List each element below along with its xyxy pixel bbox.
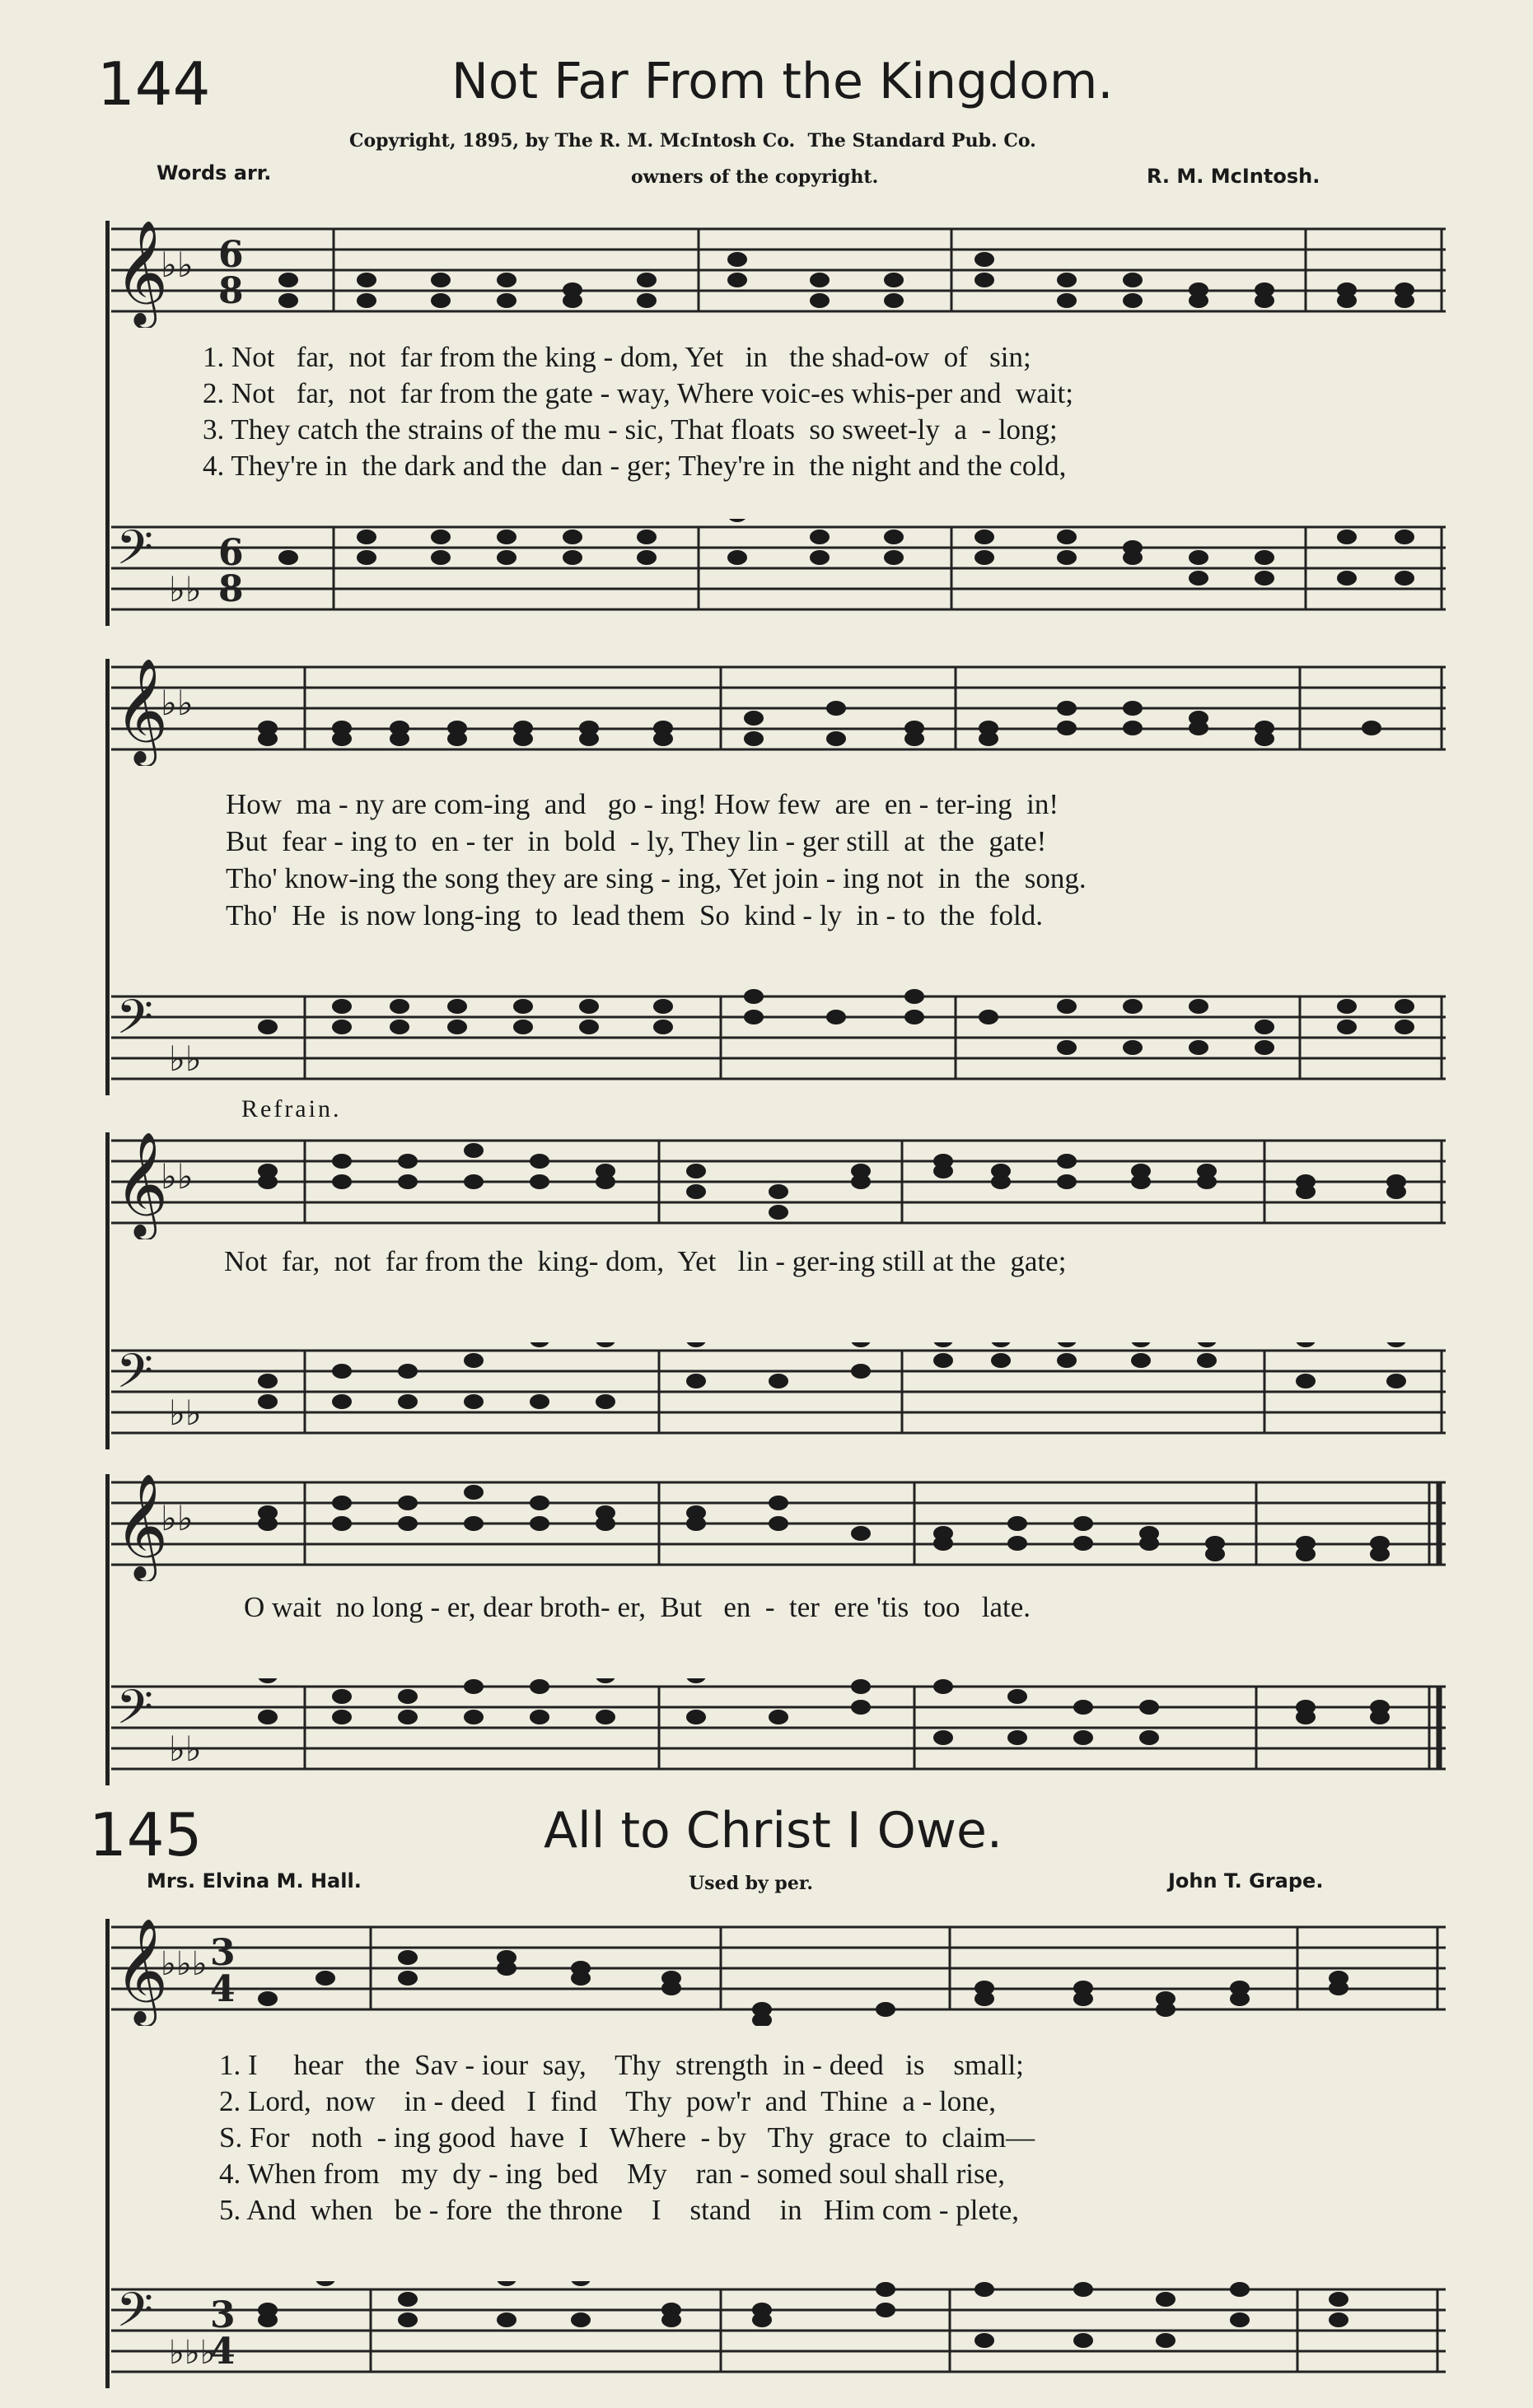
hymn-title-145: All to Christ I Owe. [544, 1802, 1003, 1860]
verse-line: 1. I hear the Sav - iour say, Thy strength in - deed is small; [219, 2049, 1024, 2081]
staff-system-4-treble [111, 1474, 1446, 1581]
svg-text:♭♭: ♭♭ [161, 1498, 194, 1538]
verse-line: 3. They catch the strains of the mu - sic, That floats so sweet-ly a - long; [203, 413, 1058, 446]
svg-text:𝄞: 𝄞 [115, 221, 169, 324]
svg-text:𝄢: 𝄢 [116, 520, 154, 587]
system-brace-1 [105, 221, 110, 626]
svg-text:♭♭: ♭♭ [161, 683, 194, 723]
svg-text:6: 6 [218, 234, 244, 276]
svg-text:♭♭: ♭♭ [169, 1393, 202, 1433]
hymn-number-144: 144 [97, 49, 211, 119]
system-brace-2 [105, 659, 110, 1095]
verse-line: 4. They're in the dark and the dan - ger; They're in the night and the cold, [203, 450, 1067, 482]
svg-text:♭♭♭: ♭♭♭ [169, 2333, 216, 2372]
verse-line: 4. When from my dy - ing bed My ran - somed soul shall rise, [219, 2158, 1005, 2190]
verse-line: How ma - ny are com-ing and go - ing! How few are en - ter-ing in! [226, 788, 1059, 820]
system-brace-3 [105, 1132, 110, 1449]
staff-system-5-bass [111, 2281, 1446, 2388]
staff-system-1-treble [111, 221, 1446, 328]
words-credit-144: Words arr. [157, 161, 272, 184]
svg-text:𝄞: 𝄞 [115, 1132, 169, 1236]
refrain-label: Refrain. [241, 1095, 342, 1122]
svg-text:♭♭: ♭♭ [161, 1156, 194, 1197]
svg-text:𝄞: 𝄞 [115, 1474, 169, 1578]
svg-text:6: 6 [218, 532, 244, 574]
copyright-line-144: Copyright, 1895, by The R. M. McIntosh Co. The Standard Pub. Co. [349, 130, 1036, 152]
verse-line: But fear - ing to en - ter in bold - ly, They lin - ger still at the gate! [226, 825, 1047, 857]
svg-text:♭♭: ♭♭ [169, 1038, 202, 1079]
verse-line: 5. And when be - fore the throne I stand in Him com - plete, [219, 2194, 1020, 2226]
staff-system-3-bass [111, 1342, 1446, 1449]
svg-text:♭♭♭: ♭♭♭ [161, 1944, 208, 1983]
svg-text:8: 8 [218, 568, 244, 610]
svg-text:4: 4 [210, 2331, 236, 2373]
staff-system-2-bass [111, 988, 1446, 1095]
staff-system-2-treble [111, 659, 1446, 766]
svg-text:3: 3 [210, 2294, 236, 2336]
staff-system-1-bass [111, 519, 1446, 626]
composer-144: R. M. McIntosh. [1147, 165, 1320, 188]
system-brace-4 [105, 1474, 110, 1785]
svg-text:4: 4 [210, 1968, 236, 2010]
svg-text:𝄢: 𝄢 [116, 1679, 154, 1747]
composer-145: John T. Grape. [1168, 1869, 1324, 1892]
hymn-number-145: 145 [89, 1800, 203, 1869]
svg-text:♭♭: ♭♭ [169, 569, 202, 609]
verse-line: S. For noth - ing good have I Where - by Thy grace to claim— [219, 2121, 1035, 2154]
owners-note-144: owners of the copyright. [631, 166, 879, 188]
staff-system-5-treble [111, 1919, 1446, 2026]
svg-text:𝄢: 𝄢 [116, 989, 154, 1057]
staff-system-3-treble [111, 1132, 1446, 1239]
svg-text:𝄞: 𝄞 [115, 659, 169, 763]
verse-line: 2. Not far, not far from the gate - way, Where voic-es whis-per and wait; [203, 377, 1073, 409]
svg-text:3: 3 [210, 1932, 236, 1974]
svg-text:𝄢: 𝄢 [116, 1343, 154, 1411]
staff-system-4-bass [111, 1678, 1446, 1785]
svg-text:𝄢: 𝄢 [116, 2282, 154, 2350]
author-145: Mrs. Elvina M. Hall. [147, 1869, 362, 1892]
system-brace-5 [105, 1919, 110, 2388]
verse-line: 1. Not far, not far from the king - dom, Yet in the shad-ow of sin; [203, 341, 1031, 373]
verse-line: Tho' know-ing the song they are sing - ing, Yet join - ing not in the song. [226, 862, 1087, 894]
verse-line: 2. Lord, now in - deed I find Thy pow'r and Thine a - lone, [219, 2085, 997, 2117]
refrain-line: O wait no long - er, dear broth- er, But en - ter ere 'tis too late. [244, 1591, 1031, 1623]
svg-text:𝄞: 𝄞 [115, 1919, 169, 2023]
verse-line: Tho' He is now long-ing to lead them So kind - ly in - to the fold. [226, 899, 1044, 931]
svg-text:♭♭: ♭♭ [161, 245, 194, 285]
used-by-145: Used by per. [689, 1873, 814, 1894]
refrain-line: Not far, not far from the king- dom, Yet lin - ger-ing still at the gate; [224, 1245, 1067, 1277]
svg-text:8: 8 [218, 270, 244, 312]
svg-text:♭♭: ♭♭ [169, 1729, 202, 1769]
hymn-title-144: Not Far From the Kingdom. [451, 53, 1114, 110]
